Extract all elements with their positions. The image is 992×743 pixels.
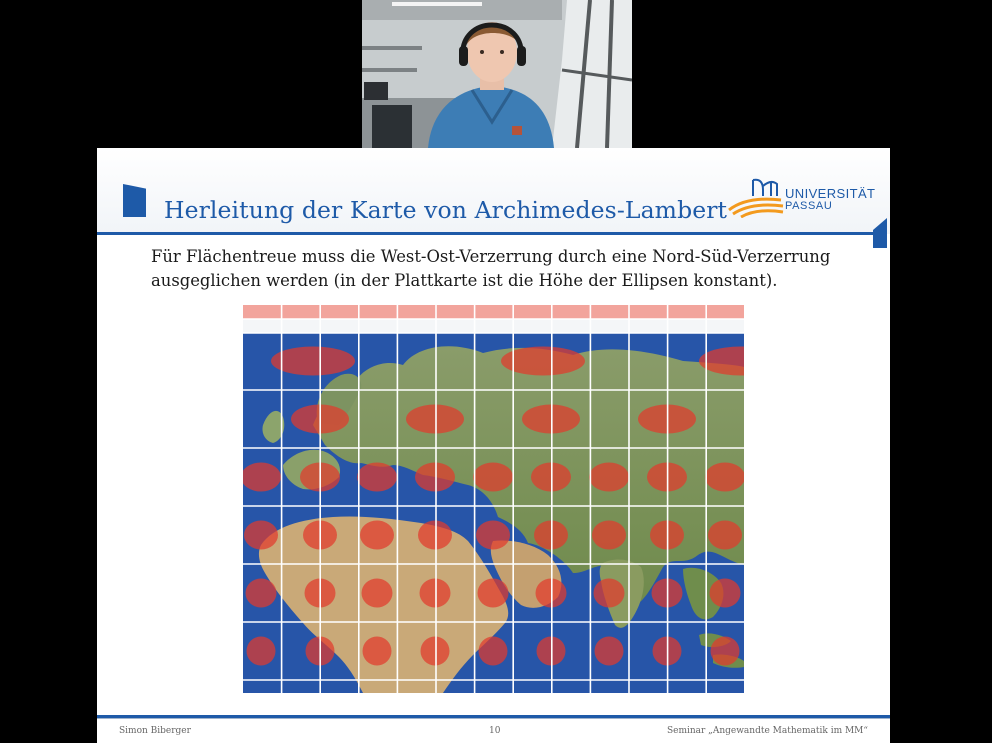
tissot-ellipse <box>708 521 742 550</box>
presentation-slide <box>97 148 890 743</box>
pole-band <box>243 305 744 319</box>
tissot-ellipse <box>246 579 277 608</box>
tissot-ellipse <box>415 463 455 492</box>
tissot-ellipse <box>476 521 510 550</box>
footer-page-number: 10 <box>489 726 501 736</box>
footer-seminar: Seminar „Angewandte Mathematik im MM“ <box>666 726 868 736</box>
tissot-ellipse <box>244 521 278 550</box>
title-marker <box>123 184 146 217</box>
footer-author: Simon Biberger <box>119 726 191 736</box>
tissot-map-figure <box>243 305 744 693</box>
tissot-ellipse <box>705 463 744 492</box>
slide-footer <box>97 718 890 743</box>
tissot-ellipse <box>247 637 276 666</box>
tissot-ellipse <box>362 579 393 608</box>
tissot-ellipse <box>357 463 397 492</box>
tissot-ellipse <box>594 579 625 608</box>
tissot-ellipse <box>360 521 394 550</box>
logo-line2: PASSAU <box>785 200 833 212</box>
body-line-1: Für Flächentreue muss die West-Ost-Verzerrung durch eine Nord-Süd-Verzerrung <box>151 247 831 266</box>
body-line-2: ausgeglichen werden (in der Plattkarte ist die Höhe der Ellipsen konstant). <box>151 271 778 290</box>
title-rule <box>97 232 887 235</box>
tissot-ellipse <box>589 463 629 492</box>
tissot-ellipse <box>406 405 464 434</box>
map-image <box>243 305 744 693</box>
tissot-ellipse <box>711 637 740 666</box>
webcam-video <box>362 0 632 148</box>
tissot-ellipse <box>710 579 741 608</box>
tissot-ellipse <box>421 637 450 666</box>
tissot-ellipse <box>479 637 508 666</box>
university-logo <box>727 176 876 218</box>
logo-line1: UNIVERSITÄT <box>785 186 876 201</box>
logo-emblem-icon <box>727 176 785 218</box>
tissot-ellipse <box>595 637 624 666</box>
tissot-ellipse <box>592 521 626 550</box>
tissot-ellipse <box>418 521 452 550</box>
tissot-ellipse <box>473 463 513 492</box>
slide-title: Herleitung der Karte von Archimedes-Lambert <box>164 196 728 224</box>
tissot-ellipse <box>478 579 509 608</box>
tissot-ellipse <box>271 347 355 376</box>
tissot-ellipse <box>363 637 392 666</box>
slide-body-text <box>151 245 841 293</box>
tissot-ellipse <box>420 579 451 608</box>
arctic-ice <box>243 319 744 333</box>
